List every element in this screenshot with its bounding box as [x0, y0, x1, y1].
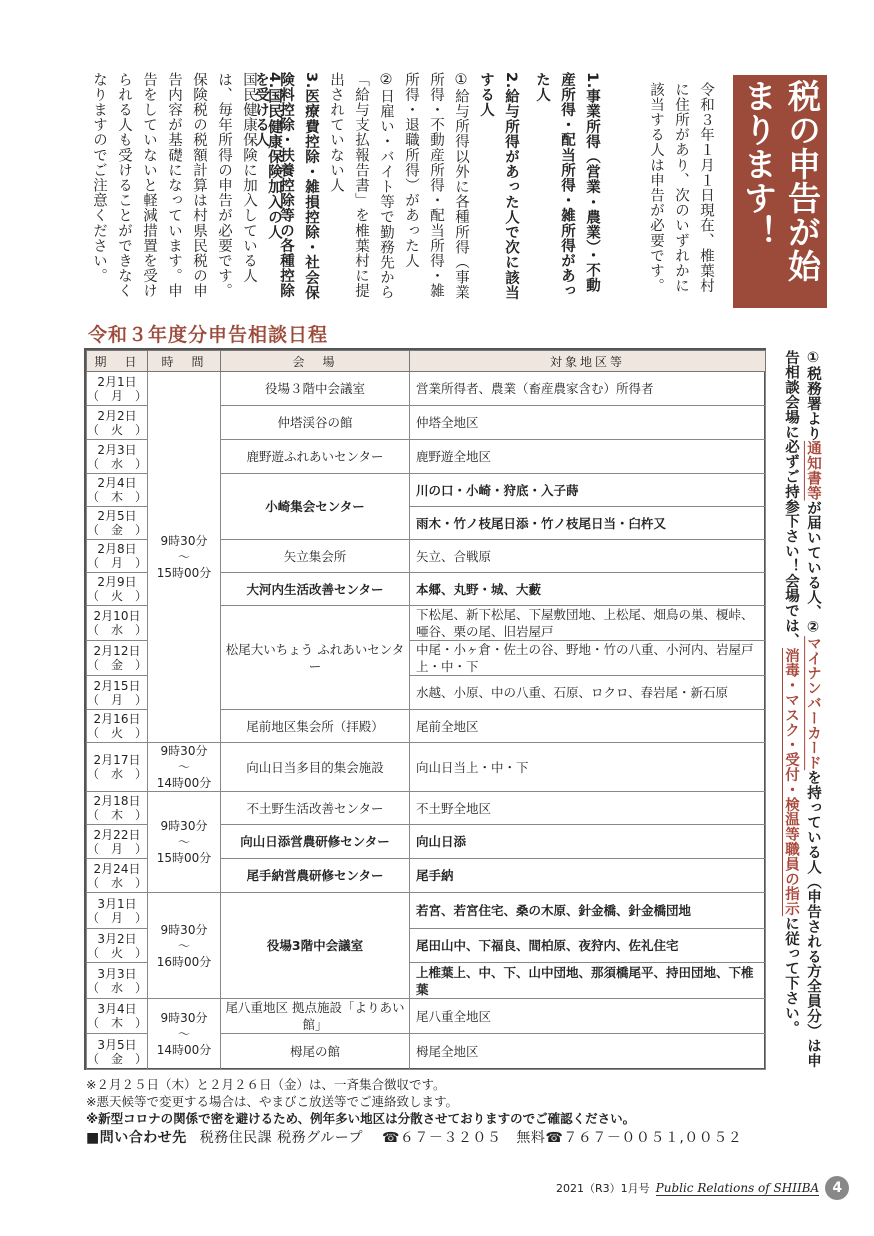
row-date: 3月5日 （ 金 ）	[87, 1034, 148, 1070]
table-row	[87, 372, 766, 406]
intro-text: 令和３年１月１日現在、椎葉村に住所があり、次のいずれかに該当する人は申告が必要です。	[648, 82, 714, 294]
row-area: 営業所得者、農業（畜産農家含む）所得者	[410, 372, 766, 406]
row-area: 向山日当上・中・下	[410, 743, 766, 792]
row-area: 矢立、合戦原	[410, 540, 766, 573]
table-header-row	[87, 351, 766, 372]
row-date: 2月16日 （ 火 ）	[87, 710, 148, 743]
row-venue: 鹿野遊ふれあいセンター	[221, 440, 410, 474]
footer	[556, 1176, 849, 1200]
row-time: 9時30分 ～ 15時00分	[148, 372, 221, 743]
requirement-list	[248, 72, 604, 307]
note-2: ※悪天候等で変更する場合は、やまびこ放送等でご連絡致します。	[86, 1094, 458, 1109]
contact-free: 無料☎７６７－００５１,００５２	[516, 1130, 743, 1146]
row-venue: 役場3階中会議室	[221, 893, 410, 999]
row-area: 川の口・小崎・狩底・入子蒔	[410, 474, 766, 507]
row-area: 上椎葉上、中、下、山中団地、那須橋尾平、持田団地、下椎葉	[410, 963, 766, 999]
row-time: 9時30分 ～ 16時00分	[148, 893, 221, 999]
contact-label: ■問い合わせ先	[86, 1130, 187, 1146]
row-area: 下松尾、新下松尾、下屋敷団地、上松尾、畑鳥の巣、榎峠、唖谷、栗の尾、旧岩屋戸	[410, 606, 766, 641]
row-date: 2月24日 （ 水 ）	[87, 859, 148, 893]
row-date: 3月3日 （ 水 ）	[87, 963, 148, 999]
row-venue: 向山日添営農研修センター	[221, 825, 410, 859]
row-area: 雨木・竹ノ枝尾日添・竹ノ枝尾日当・臼杵又	[410, 507, 766, 540]
header-venue: 会 場	[221, 351, 410, 372]
row-area: 尾八重全地区	[410, 999, 766, 1034]
row-area: 栂尾全地区	[410, 1034, 766, 1070]
table-row	[87, 893, 766, 929]
row-date: 2月9日 （ 火 ）	[87, 573, 148, 606]
row-area: 中尾・小ヶ倉・佐土の谷、野地・竹の八重、小河内、岩屋戸上・中・下	[410, 641, 766, 676]
notes	[86, 1076, 635, 1127]
row-date: 3月2日 （ 火 ）	[87, 929, 148, 963]
row-area: 若宮、若宮住宅、桑の木原、針金橋、針金橋団地	[410, 893, 766, 929]
row-area: 鹿野遊全地区	[410, 440, 766, 474]
row-date: 2月8日 （ 月 ）	[87, 540, 148, 573]
row-date: 2月5日 （ 金 ）	[87, 507, 148, 540]
note-3: ※新型コロナの関係で密を避けるため、例年多い地区は分散させておりますのでご確認ください。	[86, 1111, 636, 1126]
title-banner: 税の申告が始まります！	[733, 75, 827, 308]
row-time: 9時30分 ～ 14時00分	[148, 999, 221, 1070]
row-date: 2月1日 （ 月 ）	[87, 372, 148, 406]
row-area: 尾手納	[410, 859, 766, 893]
row-date: 2月4日 （ 木 ）	[87, 474, 148, 507]
right-instruction-note: ①税務署より通知書等が届いている人、②マイナンバーカードを持っている人（申告される方全員分）は申告相談会場に必ずご持参下さい！会場では、消毒・マスク・受付・検温等職員の指示に従って下さい。	[783, 350, 821, 1069]
row-date: 2月2日 （ 火 ）	[87, 406, 148, 440]
row-date: 3月4日 （ 木 ）	[87, 999, 148, 1034]
row-date: 2月18日 （ 木 ）	[87, 792, 148, 825]
row-venue: 尾前地区集会所（拝殿）	[221, 710, 410, 743]
row-time: 9時30分 ～ 14時00分	[148, 743, 221, 792]
row-venue: 小崎集会センター	[221, 474, 410, 540]
row-date: 2月12日 （ 金 ）	[87, 641, 148, 676]
schedule-table	[86, 350, 766, 1070]
header-time: 時 間	[148, 351, 221, 372]
row-area: 向山日添	[410, 825, 766, 859]
table-row	[87, 792, 766, 825]
row-date: 2月10日 （ 水 ）	[87, 606, 148, 641]
publication-name: Public Relations of SHIIBA	[655, 1180, 820, 1195]
item-4-detail: 国民健康保険に加入している人は、毎年所得の申告が必要です。保険税の税額計算は村県民税の申告内容が基礎になっています。申告をしていないと軽減措置を受けられる人も受けることができなくなりますのでご注意ください。	[91, 72, 257, 299]
row-area: 尾田山中、下福良、間柏原、夜狩内、佐礼住宅	[410, 929, 766, 963]
contact-tel: ☎６７－３２０５	[381, 1130, 502, 1146]
item-2-sub1: ①給与所得以外に各種所得（事業所得・不動産所得・配当所得・雑所得・退職所得）があった人	[403, 72, 469, 300]
table-row	[87, 743, 766, 792]
row-area: 仲塔全地区	[410, 406, 766, 440]
row-date: 2月3日 （ 水 ）	[87, 440, 148, 474]
row-time: 9時30分 ～ 15時00分	[148, 792, 221, 893]
header-date: 期 日	[87, 351, 148, 372]
row-date: 2月17日 （ 水 ）	[87, 743, 148, 792]
row-venue: 不土野生活改善センター	[221, 792, 410, 825]
row-venue: 大河内生活改善センター	[221, 573, 410, 606]
row-venue: 栂尾の館	[221, 1034, 410, 1070]
row-venue: 役場３階中会議室	[221, 372, 410, 406]
row-area: 不土野全地区	[410, 792, 766, 825]
page-number: 4	[825, 1176, 849, 1200]
row-venue: 向山日当多目的集会施設	[221, 743, 410, 792]
issue-label: 2021（R3）1月号	[556, 1182, 650, 1195]
schedule-title: 令和３年度分申告相談日程	[88, 324, 329, 346]
row-venue: 松尾大いちょう ふれあいセンター	[221, 606, 410, 710]
row-date: 2月22日 （ 月 ）	[87, 825, 148, 859]
contact-dept: 税務住民課 税務グループ	[199, 1130, 364, 1146]
table-row	[87, 999, 766, 1034]
header-area: 対象地区等	[410, 351, 766, 372]
item-3: 3.医療費控除・雑損控除・社会保険料控除・扶養控除等の各種控除を受ける人	[253, 72, 319, 301]
row-date: 3月1日 （ 月 ）	[87, 893, 148, 929]
row-area: 尾前全地区	[410, 710, 766, 743]
item-1: 1.事業所得（営業・農業）・不動産所得・配当所得・雑所得があった人	[534, 72, 600, 299]
row-area: 水越、小原、中の八重、石原、ロクロ、春岩尾・新石原	[410, 676, 766, 710]
item-4: 4.国民健康保険加入の人	[266, 72, 282, 240]
row-venue: 尾手納営農研修センター	[221, 859, 410, 893]
row-area: 本郷、丸野・城、大藪	[410, 573, 766, 606]
row-date: 2月15日 （ 月 ）	[87, 676, 148, 710]
item-2: 2.給与所得があった人で次に該当する人	[478, 72, 519, 301]
row-venue: 矢立集会所	[221, 540, 410, 573]
contact-line	[86, 1127, 742, 1147]
item-4-block	[86, 72, 286, 307]
row-venue: 尾八重地区 拠点施設「よりあい館」	[221, 999, 410, 1034]
note-1: ※２月２５日（木）と２月２６日（金）は、一斉集合徴収です。	[86, 1077, 446, 1092]
row-venue: 仲塔渓谷の館	[221, 406, 410, 440]
item-2-sub2: ②日雇い・バイト等で勤務先から「給与支払報告書」を椎葉村に提出されていない人	[328, 72, 394, 300]
